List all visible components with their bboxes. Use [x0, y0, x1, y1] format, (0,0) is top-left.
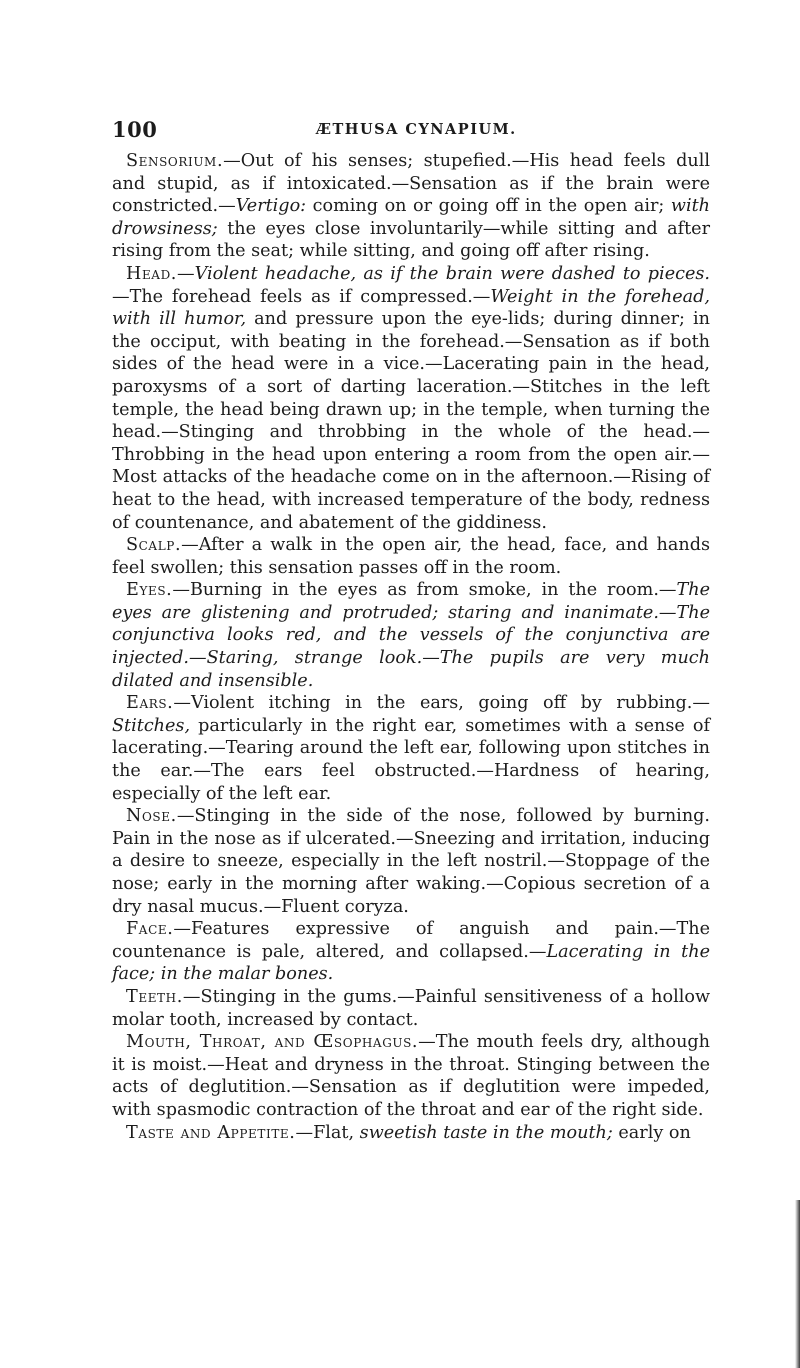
section-heading: Scalp.	[126, 535, 182, 556]
body-text: the eyes close involuntarily—while sitting and after rising from the seat; while sitting, and going off after rising.	[112, 218, 710, 262]
paragraph-ears	[112, 692, 710, 805]
running-head: ÆTHUSA CYNAPIUM.	[316, 121, 517, 138]
page-header	[112, 117, 712, 145]
section-heading: Face.	[126, 919, 174, 940]
body-text: —The mouth feels dry, although it is moist.—Heat and dryness in the throat. Stinging between the acts of deglutition.—Sensation as if deglutition were impeded, with spasmodic contraction of the throat and ear of the right side.	[112, 1032, 710, 1120]
section-heading: Eyes.	[126, 580, 173, 601]
italic-text: with drowsiness;	[112, 196, 710, 239]
body-text: —Out of his senses; stupefied.—His head feels dull and stupid, as if intoxicated.—Sensation as if the brain were constricted.—	[112, 151, 710, 217]
section-heading: Sensorium.	[126, 151, 224, 171]
page-number: 100	[112, 117, 158, 142]
paragraph-mouth	[112, 1031, 710, 1121]
body-text: coming on or going off in the open air;	[306, 196, 671, 217]
italic-text: Violent headache, as if the brain were dashed to pieces.	[194, 263, 710, 284]
page-body	[112, 150, 710, 1144]
section-heading: Head.	[126, 263, 177, 284]
paragraph-face	[112, 918, 710, 986]
section-heading: Teeth.	[126, 986, 183, 1007]
section-heading: Nose.	[126, 806, 177, 827]
section-heading: Taste and Appetite.	[126, 1122, 296, 1143]
paragraph-scalp	[112, 534, 710, 579]
body-text: —Burning in the eyes as from smoke, in the room.—	[172, 580, 677, 601]
body-text: —Features expressive of anguish and pain.—The countenance is pale, altered, and collapsed.—	[112, 919, 710, 962]
italic-text: sweetish taste in the mouth;	[359, 1122, 613, 1143]
section-heading: Ears.	[126, 693, 174, 714]
body-text: —	[176, 263, 195, 284]
italic-text: The eyes are glistening and protruded; staring and inanimate.—The conjunctiva looks red, and the vessels of the conjunctiva are injected.—Staring, strange look.—The pupils are very much dilated and insensible.	[112, 580, 710, 691]
body-text: —Violent itching in the ears, going off by rubbing.—	[173, 693, 710, 714]
italic-text: Stitches,	[112, 715, 191, 736]
body-text: —The forehead feels as if compressed.—	[112, 286, 491, 307]
body-text: early on	[612, 1122, 691, 1143]
paragraph-teeth	[112, 986, 710, 1031]
paragraph-nose	[112, 805, 710, 918]
italic-text: Vertigo:	[235, 196, 307, 217]
paragraph-taste	[112, 1122, 710, 1145]
page-edge-shadow	[795, 1200, 800, 1368]
section-heading: Mouth, Throat, and Œsophagus.	[126, 1032, 419, 1053]
paragraph-head	[112, 263, 710, 534]
italic-text: Lacerating in the face; in the malar bones.	[112, 941, 710, 985]
paragraph-eyes	[112, 579, 710, 692]
body-text: —Flat,	[295, 1122, 360, 1143]
body-text: and pressure upon the eye-lids; during dinner; in the occiput, with beating in the forehead.—Sensation as if both sides of the head were in a vice.—Lacerating pain in the head, paroxysms of a sort of darting laceration.—Stitches in the left temple, the head being drawn up; in the temple, when turning the head.—Stinging and throbbing in the whole of the head.—Throbbing in the head upon entering a room from the open air.—Most attacks of the headache come on in the afternoon.—Rising of heat to the head, with increased temperature of the body, redness of countenance, and abatement of the giddiness.	[112, 309, 710, 533]
body-text: —After a walk in the open air, the head, face, and hands feel swollen; this sensation passes off in the room.	[112, 535, 710, 578]
paragraph-sensorium	[112, 150, 710, 263]
body-text: —Stinging in the side of the nose, followed by burning. Pain in the nose as if ulcerated.—Sneezing and irritation, inducing a desire to sneeze, especially in the left nostril.—Stoppage of the nose; early in the morning after waking.—Copious secretion of a dry nasal mucus.—Fluent coryza.	[112, 806, 710, 917]
italic-text: Weight in the forehead, with ill humor,	[112, 286, 710, 330]
body-text: particularly in the right ear, sometimes with a sense of lacerating.—Tearing around the left ear, following upon stitches in the ear.—The ears feel obstructed.—Hardness of hearing, especially of the left ear.	[112, 715, 710, 804]
body-text: —Stinging in the gums.—Painful sensitiveness of a hollow molar tooth, increased by contact.	[112, 986, 710, 1030]
